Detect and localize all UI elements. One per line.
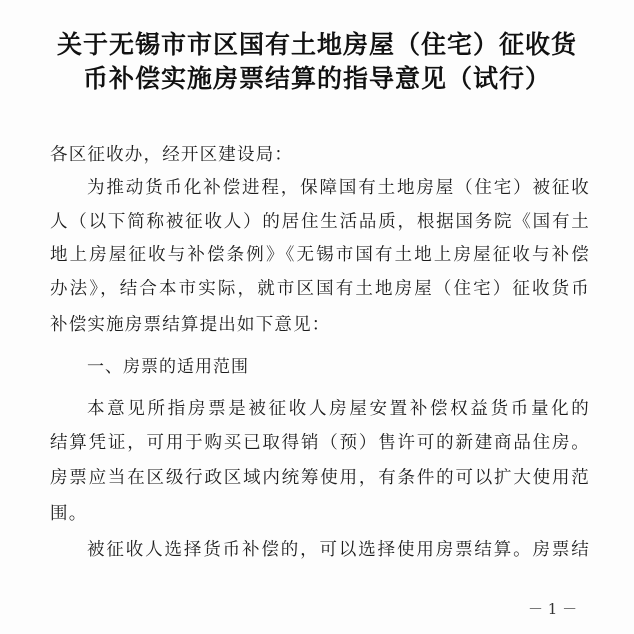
paragraph-1-line-2: 人（以下简称被征收人）的居住生活品质，根据国务院《国有土 [50, 212, 590, 232]
document-title-line-1: 关于无锡市市区国有土地房屋（住宅）征收货 [56, 30, 577, 59]
paragraph-1-line-3: 地上房屋征收与补偿条例》《无锡市国有土地上房屋征收与补偿 [50, 245, 590, 265]
paragraph-1-line-5: 补偿实施房票结算提出如下意见： [50, 315, 331, 335]
paragraph-2-line-4: 围。 [50, 504, 88, 524]
paragraph-2-line-2: 结算凭证，可用于购买已取得销（预）售许可的新建商品住房。 [50, 433, 590, 453]
addressee: 各区征收办，经开区建设局： [50, 145, 294, 165]
paragraph-2-line-3: 房票应当在区级行政区域内统筹使用，有条件的可以扩大使用范 [50, 468, 590, 488]
paragraph-1-line-1: 为推动货币化补偿进程，保障国有土地房屋（住宅）被征收 [87, 178, 590, 198]
paragraph-3-line-1: 被征收人选择货币补偿的，可以选择使用房票结算。房票结 [87, 540, 590, 560]
paragraph-1-line-4: 办法》，结合本市实际，就市区国有土地房屋（住宅）征收货币 [50, 279, 590, 299]
page-number: － 1 － [528, 600, 578, 618]
section-1-heading: 一、房票的适用范围 [87, 357, 249, 377]
document-title-line-2: 币补偿实施房票结算的指导意见（试行） [82, 64, 551, 93]
paragraph-2-line-1: 本意见所指房票是被征收人房屋安置补偿权益货币量化的 [87, 399, 590, 419]
